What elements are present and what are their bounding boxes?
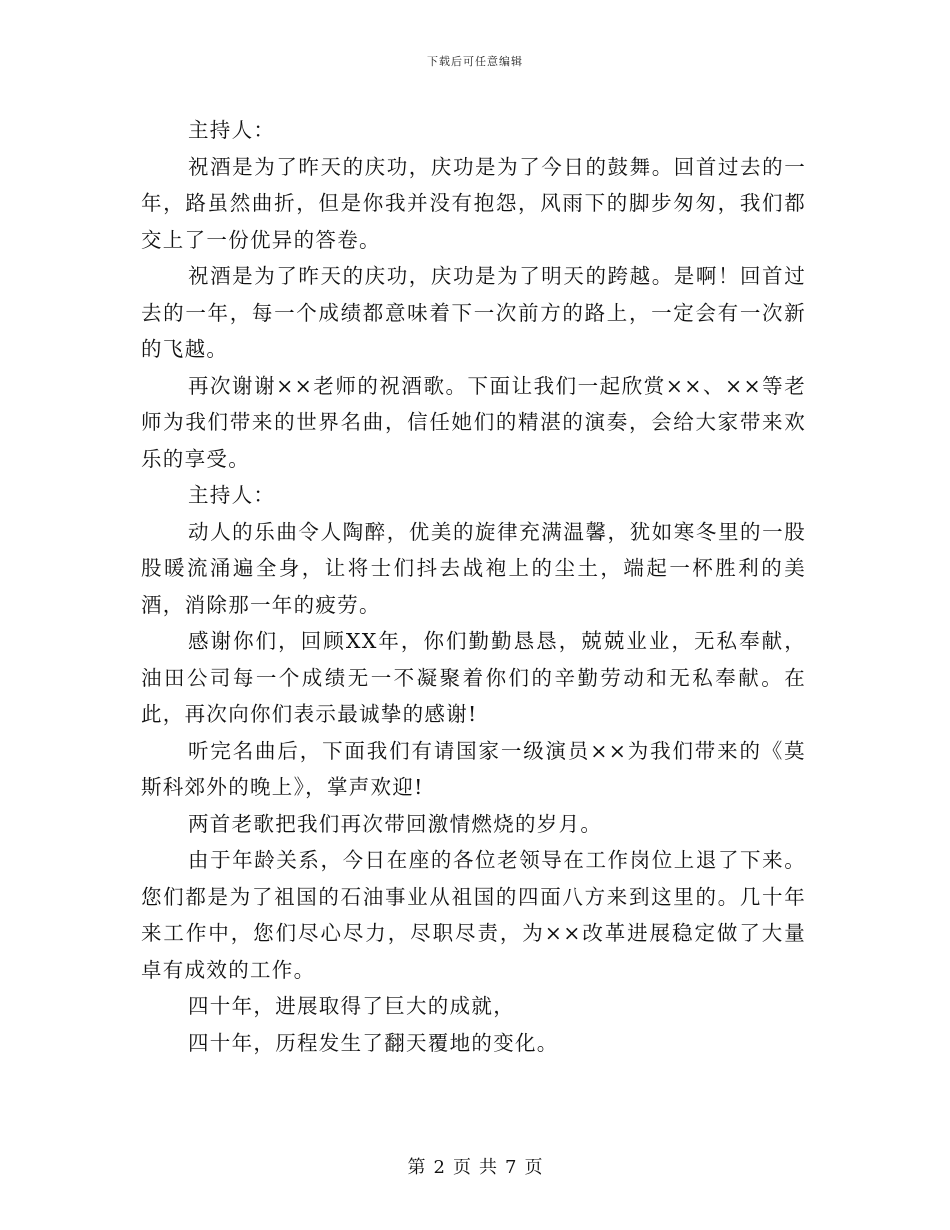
paragraph: 主持人：: [188, 483, 276, 507]
paragraph: 动人的乐曲令人陶醉，优美的旋律充满温馨，犹如寒冬里的一股股暖流涌遍全身，让将士们抖去战袍上的尘土，端起一杯胜利的美酒，消除那一年的疲劳。: [141, 519, 806, 617]
paragraph: 再次谢谢××老师的祝酒歌。下面让我们一起欣赏××、××等老师为我们带来的世界名曲，信任她们的精湛的演奏，会给大家带来欢乐的享受。: [141, 373, 806, 471]
footer-total-word: 共: [479, 1157, 497, 1178]
paragraph: 四十年，历程发生了翻天覆地的变化。: [188, 1030, 559, 1055]
document-body: [141, 112, 806, 1061]
footer-prefix: 第: [407, 1157, 426, 1178]
paragraph: 由于年龄关系，今日在座的各位老领导在工作岗位上退了下来。您们都是为了祖国的石油事业从祖国的四面八方来到这里的。几十年来工作中，您们尽心尽力，尽职尽责，为××改革进展稳定做了大量卓有成效的工作。: [141, 848, 806, 982]
page-footer: [0, 1153, 950, 1179]
paragraph: 祝酒是为了昨天的庆功，庆功是为了今日的鼓舞。回首过去的一年，路虽然曲折，但是你我并没有抱怨，风雨下的脚步匆匆，我们都交上了一份优异的答卷。: [141, 154, 806, 252]
paragraph: 祝酒是为了昨天的庆功，庆功是为了明天的跨越。是啊！回首过去的一年，每一个成绩都意味着下一次前方的路上，一定会有一次新的飞越。: [141, 264, 806, 361]
footer-suffix: 页: [524, 1157, 543, 1178]
header-note: 下载后可任意编辑: [427, 55, 523, 68]
total-pages-number: 7: [505, 1157, 517, 1178]
paragraph: 听完名曲后，下面我们有请国家一级演员××为我们带来的《莫斯科郊外的晚上》，掌声欢迎!: [141, 738, 806, 799]
paragraph: 两首老歌把我们再次带回激情燃烧的岁月。: [188, 811, 603, 836]
paragraph: 感谢你们，回顾XX年，你们勤勤恳恳，兢兢业业，无私奉献，油田公司每一个成绩无一不凝聚着你们的辛勤劳动和无私奉献。在此，再次向你们表示最诚挚的感谢!: [141, 629, 806, 726]
current-page-number: 2: [433, 1157, 445, 1178]
footer-page-word: 页: [453, 1157, 471, 1178]
paragraph: 主持人：: [188, 118, 276, 142]
paragraph: 四十年，进展取得了巨大的成就，: [188, 994, 515, 1018]
